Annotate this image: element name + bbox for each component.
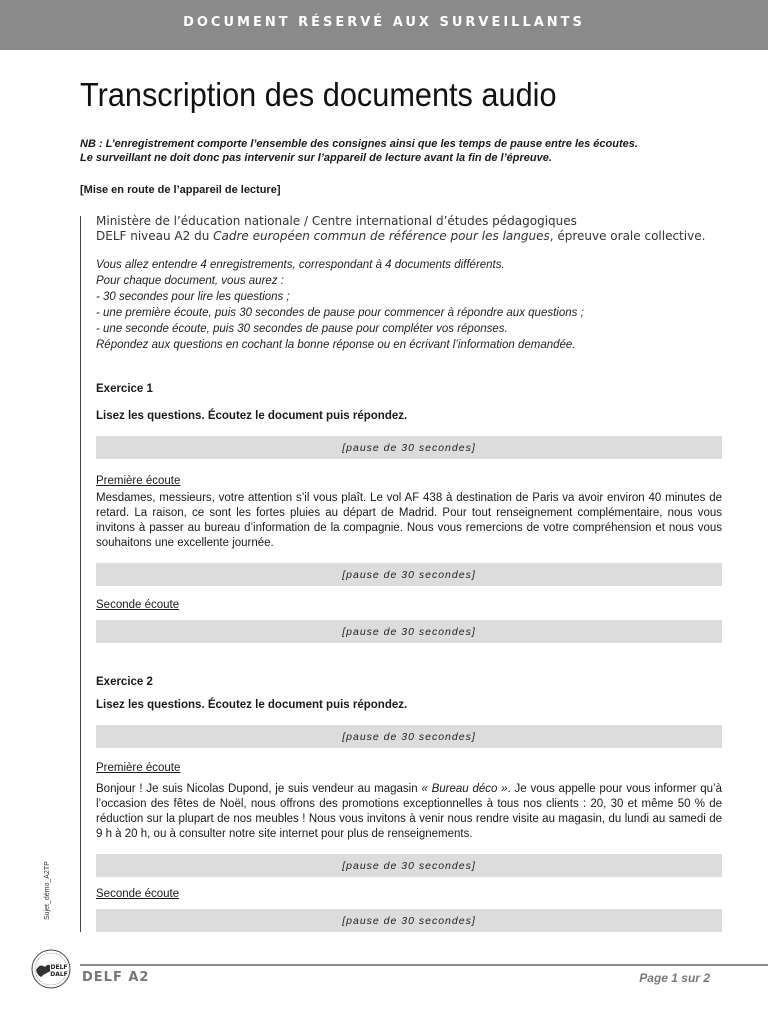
exercise-1-premiere xyxy=(96,471,722,489)
exercise-1-instruction: Lisez les questions. Écoutez le document puis répondez. xyxy=(96,410,408,422)
header-banner-text: DOCUMENT RÉSERVÉ AUX SURVEILLANTS xyxy=(183,14,585,30)
ministry-line-2 xyxy=(96,229,722,244)
document-code-label: Sujet_démo_A2TP xyxy=(44,861,51,920)
exercise-2-premiere xyxy=(96,758,722,776)
pause-band xyxy=(96,854,722,877)
pause-band xyxy=(96,725,722,748)
transcript-body xyxy=(96,214,722,927)
intro-line: - une seconde écoute, puis 30 secondes de pause pour compléter vos réponses. xyxy=(96,323,508,335)
premiere-ecoute-label: Première écoute xyxy=(96,475,181,487)
ex2-text-after: . Je vous appelle pour vous informer qu’à l’occasion des fêtes de Noël, nous offrons des promotions exceptionnelles à tous nos clients : 20, 30 et même 50 % de réduction sur la plupart de nos meubles ! Nous vous invitons à venir nous rendre visite au magasin, du lundi au samedi de 9 h à 20 h, ou à consulter notre site internet pour plus de renseignements. xyxy=(96,783,722,840)
logo-text-dalf: DALF xyxy=(50,971,68,978)
pause-band xyxy=(96,436,722,459)
mise-en-route: [Mise en route de l’appareil de lecture] xyxy=(80,184,281,196)
intro-line: - une première écoute, puis 30 secondes de pause pour commencer à répondre aux questions ; xyxy=(96,307,584,319)
logo-text-delf: DELF xyxy=(50,964,68,971)
pause-label: [pause de 30 secondes] xyxy=(342,625,476,638)
exercise-1-seconde xyxy=(96,595,722,613)
exercise-2-transcript xyxy=(96,782,722,842)
nb-line-1: NB : L’enregistrement comporte l’ensemble des consignes ainsi que les temps de pause entre les écoutes. xyxy=(80,138,638,150)
delf-dalf-logo-icon xyxy=(28,948,74,990)
ex2-text-before: Bonjour ! Je suis Nicolas Dupond, je suis vendeur au magasin xyxy=(96,783,422,795)
ministry-heading xyxy=(96,214,722,244)
intro-line: Répondez aux questions en cochant la bonne réponse ou en écrivant l’information demandée. xyxy=(96,339,576,351)
exercise-1-title: Exercice 1 xyxy=(96,383,153,395)
pause-label: [pause de 30 secondes] xyxy=(342,730,476,743)
pause-label: [pause de 30 secondes] xyxy=(342,568,476,581)
exercise-2-seconde xyxy=(96,884,722,902)
pause-band xyxy=(96,563,722,586)
pause-label: [pause de 30 secondes] xyxy=(342,441,476,454)
ministry-line-2-prefix: DELF niveau A2 du xyxy=(96,229,214,243)
pause-band xyxy=(96,620,722,643)
pause-label: [pause de 30 secondes] xyxy=(342,859,476,872)
header-banner xyxy=(0,0,768,50)
ex2-text-italic: « Bureau déco » xyxy=(421,783,508,795)
footer-page-number: Page 1 sur 2 xyxy=(639,971,710,985)
intro-line: - 30 secondes pour lire les questions ; xyxy=(96,291,290,303)
pause-band xyxy=(96,909,722,932)
instructions-intro xyxy=(96,257,722,353)
seconde-ecoute-label: Seconde écoute xyxy=(96,888,180,900)
premiere-ecoute-label: Première écoute xyxy=(96,762,181,774)
intro-line: Vous allez entendre 4 enregistrements, correspondant à 4 documents différents. xyxy=(96,259,505,271)
footer-rule xyxy=(80,964,768,966)
nb-note xyxy=(80,137,720,165)
exercise-2-title: Exercice 2 xyxy=(96,676,153,688)
ministry-line-2-italic: Cadre européen commun de référence pour les langues xyxy=(213,229,550,243)
exercise-1-transcript: Mesdames, messieurs, votre attention s’il vous plaît. Le vol AF 438 à destination de Paris va avoir environ 40 minutes de retard. La raison, ce sont les fortes pluies au départ de Madrid. Pour tout renseignement complémentaire, nous vous invitons à passer au bureau d’information de la compagnie. Nous vous remercions de votre compréhension et nous vous souhaitons une excellente journée. xyxy=(96,492,722,549)
seconde-ecoute-label: Seconde écoute xyxy=(96,599,180,611)
pause-label: [pause de 30 secondes] xyxy=(342,914,476,927)
nb-line-2: Le surveillant ne doit donc pas intervenir sur l’appareil de lecture avant la fin de l’épreuve. xyxy=(80,152,552,164)
intro-line: Pour chaque document, vous aurez : xyxy=(96,275,284,287)
exercise-2-instruction: Lisez les questions. Écoutez le document puis répondez. xyxy=(96,699,408,711)
ministry-line-1: Ministère de l’éducation nationale / Centre international d’études pédagogiques xyxy=(96,214,577,228)
footer-level: DELF A2 xyxy=(82,970,150,985)
margin-rule xyxy=(80,216,81,932)
ministry-line-2-suffix: , épreuve orale collective. xyxy=(549,229,706,243)
page-title: Transcription des documents audio xyxy=(80,76,557,113)
